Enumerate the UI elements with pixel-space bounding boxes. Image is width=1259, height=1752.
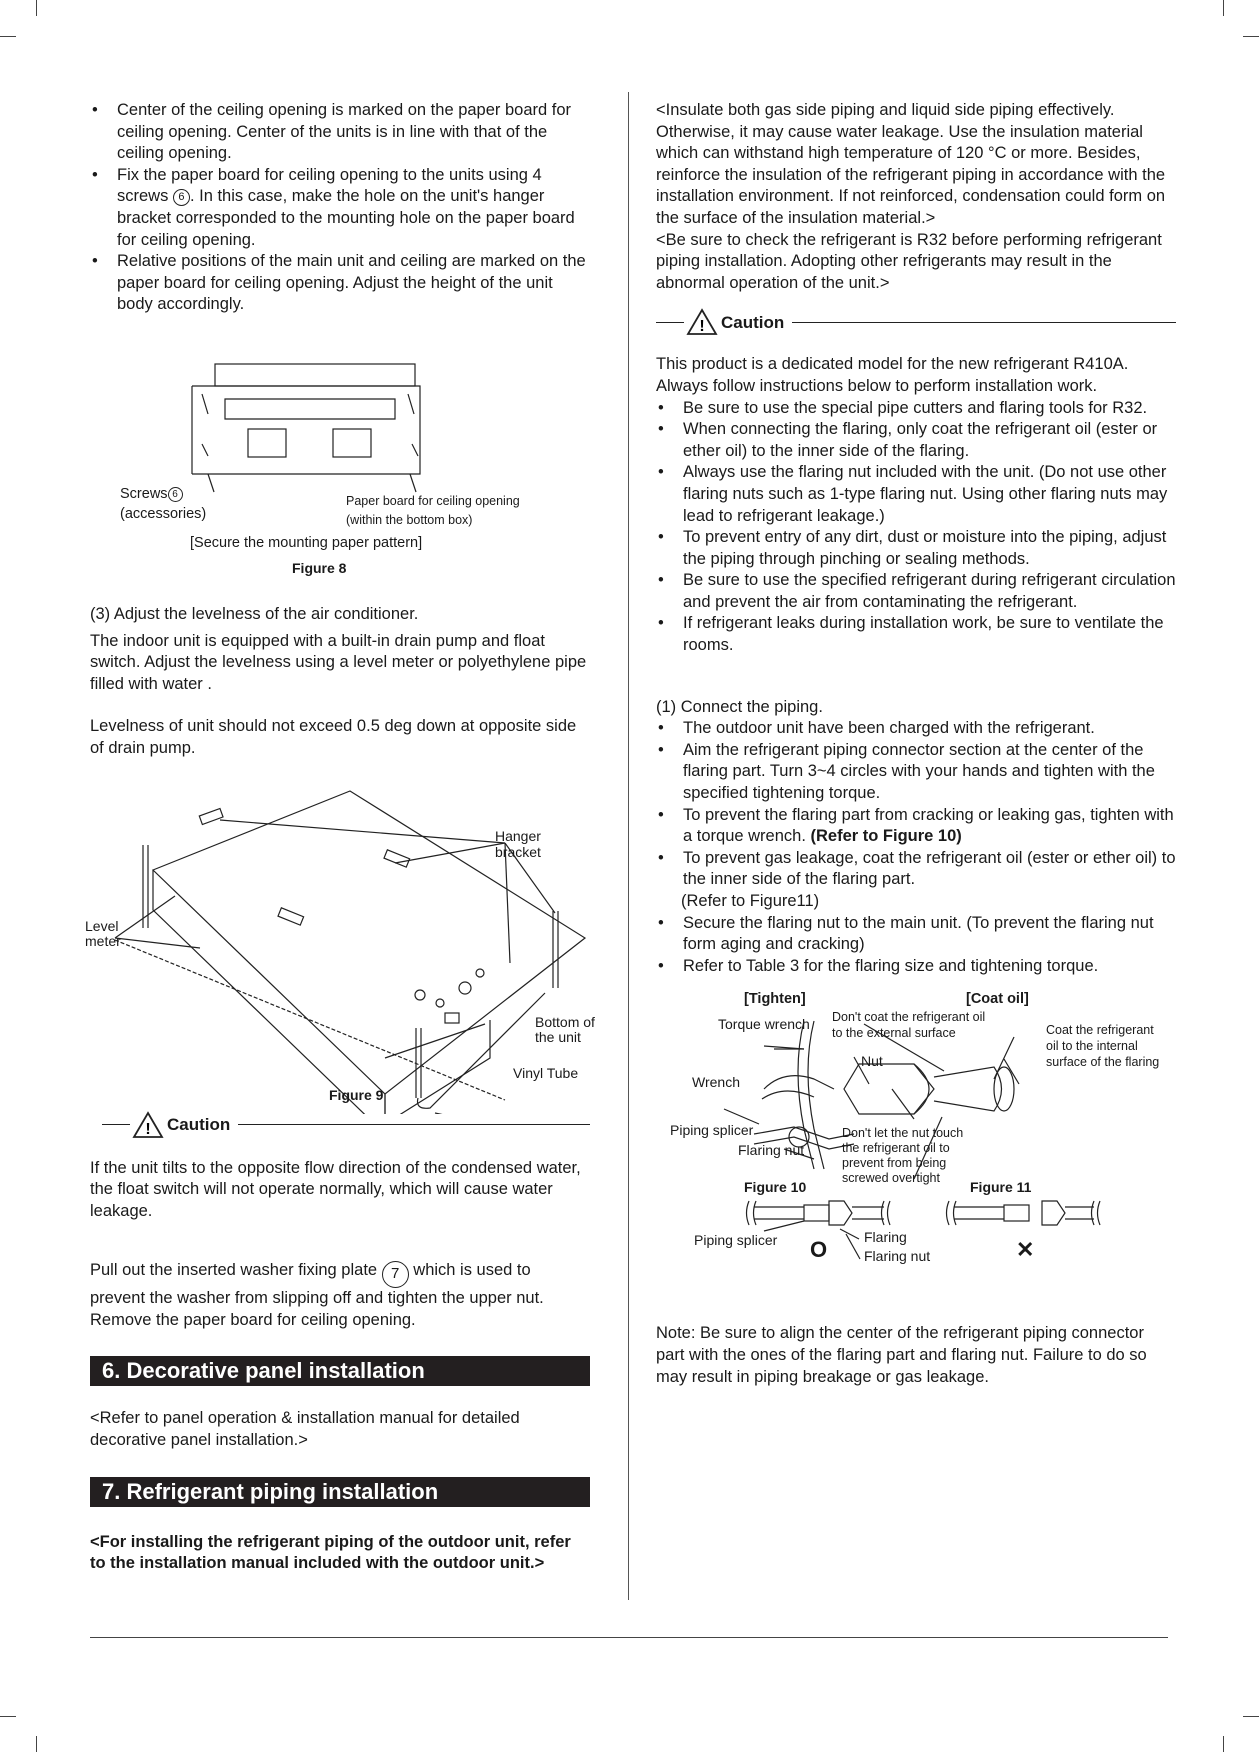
crop-mark (36, 1736, 37, 1752)
flaring-nut-label: Flaring nut (738, 1142, 805, 1159)
unit-bottom-sublabel: the unit (535, 1028, 581, 1045)
caution-intro: This product is a dedicated model for the new refrigerant R410A. Always follow instructions below to perform installation work. (656, 355, 1129, 395)
caution-text: If the unit tilts to the opposite flow direction of the condensed water, the float switch will not operate normally, which will cause water leakage. (90, 1158, 581, 1220)
list-item: • Always use the flaring nut included with the unit. (Do not use other flaring nuts such as 1-type flaring nut. Using other flaring nuts may lead to refrigerant leakage.) (656, 462, 1176, 527)
caution-heading: ! Caution (102, 1110, 590, 1140)
r32-paragraph: <Be sure to check the refrigerant is R32 before performing refrigerant piping installation. Adopting other refrigerants may result in the abnormal operation of the unit.> (656, 230, 1162, 292)
list-item: • To prevent entry of any dirt, dust or moisture into the piping, adjust the piping through pinching or sealing methods. (656, 527, 1176, 570)
coat-refrigerant-label: surface of the flaring (1046, 1055, 1160, 1070)
list-item: • Fix the paper board for ceiling opening to the units using 4 screws 6 . In this case, make the hole on the unit's hanger bracket corresponded to the mounting hole on the paper board for ceiling opening. (90, 165, 590, 251)
screws-label: Screws 6 (120, 486, 183, 502)
figure-caption: Figure 10 (744, 1179, 807, 1196)
crop-mark (1243, 1716, 1259, 1717)
level-meter-label: Level (85, 917, 119, 934)
callout-number: 7 (382, 1261, 409, 1288)
crop-mark (1223, 0, 1224, 16)
step-1-heading: (1) Connect the piping. (656, 697, 823, 716)
crop-mark (36, 0, 37, 16)
list-item: • Be sure to use the special pipe cutters and flaring tools for R32. (656, 398, 1176, 420)
hanger-sublabel: bracket (495, 843, 541, 860)
dont-let-label: Don't let the nut touch (842, 1126, 964, 1141)
figure-caption: Figure 8 (292, 559, 347, 576)
list-item: • Relative positions of the main unit and ceiling are marked on the paper board for ceiling opening. Adjust the height of the unit body accordingly. (90, 251, 590, 316)
list-item: • Center of the ceiling opening is marked on the paper board for ceiling opening. Center of the units is in line with that of the ceiling opening. (90, 100, 590, 165)
figure-10-11 (664, 989, 1176, 1274)
connect-piping-bullets (656, 718, 1176, 977)
list-item: • To prevent gas leakage, coat the refrigerant oil (ester or ether oil) to the inner side of the flaring part. (Refer to Figure11) (656, 848, 1176, 913)
figure-9 (85, 788, 595, 1114)
nut-label: Nut (861, 1053, 883, 1070)
figure-caption: Figure 11 (970, 1179, 1032, 1196)
paper-board-label: Paper board for ceiling opening (346, 493, 520, 508)
list-item: • Aim the refrigerant piping connector section at the center of the flaring part. Turn 3~4 circles with your hands and tighten with the specified tightening torque. (656, 740, 1176, 805)
coat-refrigerant-label: oil to the internal (1046, 1039, 1138, 1054)
vinyl-tube-label: Vinyl Tube (513, 1064, 579, 1081)
dont-let-label: prevent from being (842, 1156, 947, 1171)
warning-triangle-icon (686, 308, 718, 336)
section-6-text: <Refer to panel operation & installation manual for detailed decorative panel installation.> (90, 1409, 520, 1450)
list-item: • Refer to Table 3 for the flaring size and tightening torque. (656, 956, 1176, 978)
level-meter-sublabel: meter (85, 932, 121, 949)
correct-mark: O (810, 1237, 828, 1263)
dont-coat-sublabel: to the external surface (832, 1026, 956, 1041)
list-item: • Secure the flaring nut to the main unit. (To prevent the flaring nut form aging and cracking) (656, 913, 1176, 956)
list-item: • The outdoor unit have been charged with the refrigerant. (656, 718, 1176, 740)
crop-mark (0, 1716, 16, 1717)
left-column (85, 100, 595, 1575)
dont-let-label: the refrigerant oil to (842, 1141, 950, 1156)
accessories-label: (accessories) (120, 505, 207, 522)
figure-8 (90, 344, 590, 584)
torque-wrench-label: Torque wrench (718, 1016, 810, 1033)
figure-caption: Figure 9 (329, 1086, 384, 1103)
list-item: • Be sure to use the specified refrigerant during refrigerant circulation and prevent the air from contaminating the refrigerant. (656, 570, 1176, 613)
tighten-label: [Tighten] (744, 991, 806, 1008)
levelness-paragraph: Levelness of unit should not exceed 0.5 deg down at opposite side of drain pump. (90, 717, 577, 757)
crop-mark (1243, 36, 1259, 37)
coat-refrigerant-label: Coat the refrigerant (1046, 1023, 1154, 1038)
warning-triangle-icon (132, 1111, 164, 1139)
crop-mark (0, 36, 16, 37)
coat-oil-label: [Coat oil] (966, 991, 1029, 1008)
flaring-nut-label: Flaring nut (864, 1248, 931, 1265)
paper-board-sublabel: (within the bottom box) (346, 512, 473, 527)
section-6-heading: 6. Decorative panel installation (90, 1356, 590, 1386)
section-7-heading: 7. Refrigerant piping installation (90, 1477, 590, 1507)
dont-coat-label: Don't coat the refrigerant oil (832, 1010, 986, 1025)
list-item: • When connecting the flaring, only coat the refrigerant oil (ester or ether oil) to the inner side of the flaring. (656, 419, 1176, 462)
unit-bottom-label: Bottom of (535, 1013, 595, 1030)
insulation-paragraph: <Insulate both gas side piping and liquid side piping effectively. Otherwise, it may cause water leakage. Use the insulation material which can withstand high temperature of 120 °C or more. Besides, reinforce the insulation of the refrigerant piping in accordance with the installation environment. If not reinforced, condensation could form on the surface of the insulation material.> (656, 101, 1166, 227)
piping-splicer-label: Piping splicer (694, 1232, 778, 1249)
dont-let-label: screwed overtight (842, 1171, 940, 1186)
right-column (656, 100, 1176, 1388)
list-item: • If refrigerant leaks during installation work, be sure to ventilate the rooms. (656, 613, 1176, 656)
washer-plate-paragraph: Pull out the inserted washer fixing plate 7 which is used to prevent the washer from slipping off and tighten the upper nut. Remove the paper board for ceiling opening. (90, 1261, 544, 1329)
caution-bullets (656, 398, 1176, 657)
alignment-note: Note: Be sure to align the center of the refrigerant piping connector part with the ones of the flaring part and flaring nut. Failure to do so may result in piping breakage or gas leakage. (656, 1324, 1147, 1386)
footer-rule (90, 1637, 1168, 1638)
svg-text:!: ! (145, 1120, 151, 1138)
flaring-label: Flaring (864, 1229, 907, 1246)
list-item: • To prevent the flaring part from cracking or leaking gas, tighten with a torque wrench. (Refer to Figure 10) (656, 805, 1176, 848)
crop-mark (1223, 1736, 1224, 1752)
drain-pump-paragraph: The indoor unit is equipped with a built-in drain pump and float switch. Adjust the levelness using a level meter or polyethylene pipe filled with water . (90, 631, 587, 693)
step-3-heading: (3) Adjust the levelness of the air conditioner. (90, 604, 419, 623)
caution-heading: ! Caution (656, 307, 1176, 337)
piping-splicer-label: Piping splicer (670, 1122, 754, 1139)
incorrect-mark: ✕ (1016, 1237, 1035, 1263)
column-divider (628, 92, 629, 1600)
section-7-text: <For installing the refrigerant piping of the outdoor unit, refer to the installation manual included with the outdoor unit.> (90, 1532, 571, 1573)
svg-text:!: ! (699, 318, 705, 336)
wrench-label: Wrench (692, 1074, 740, 1091)
ceiling-opening-bullets (90, 100, 590, 316)
secure-pattern-label: [Secure the mounting paper pattern] (190, 534, 423, 551)
hanger-label: Hanger (495, 827, 541, 844)
callout-number: 6 (173, 189, 190, 206)
